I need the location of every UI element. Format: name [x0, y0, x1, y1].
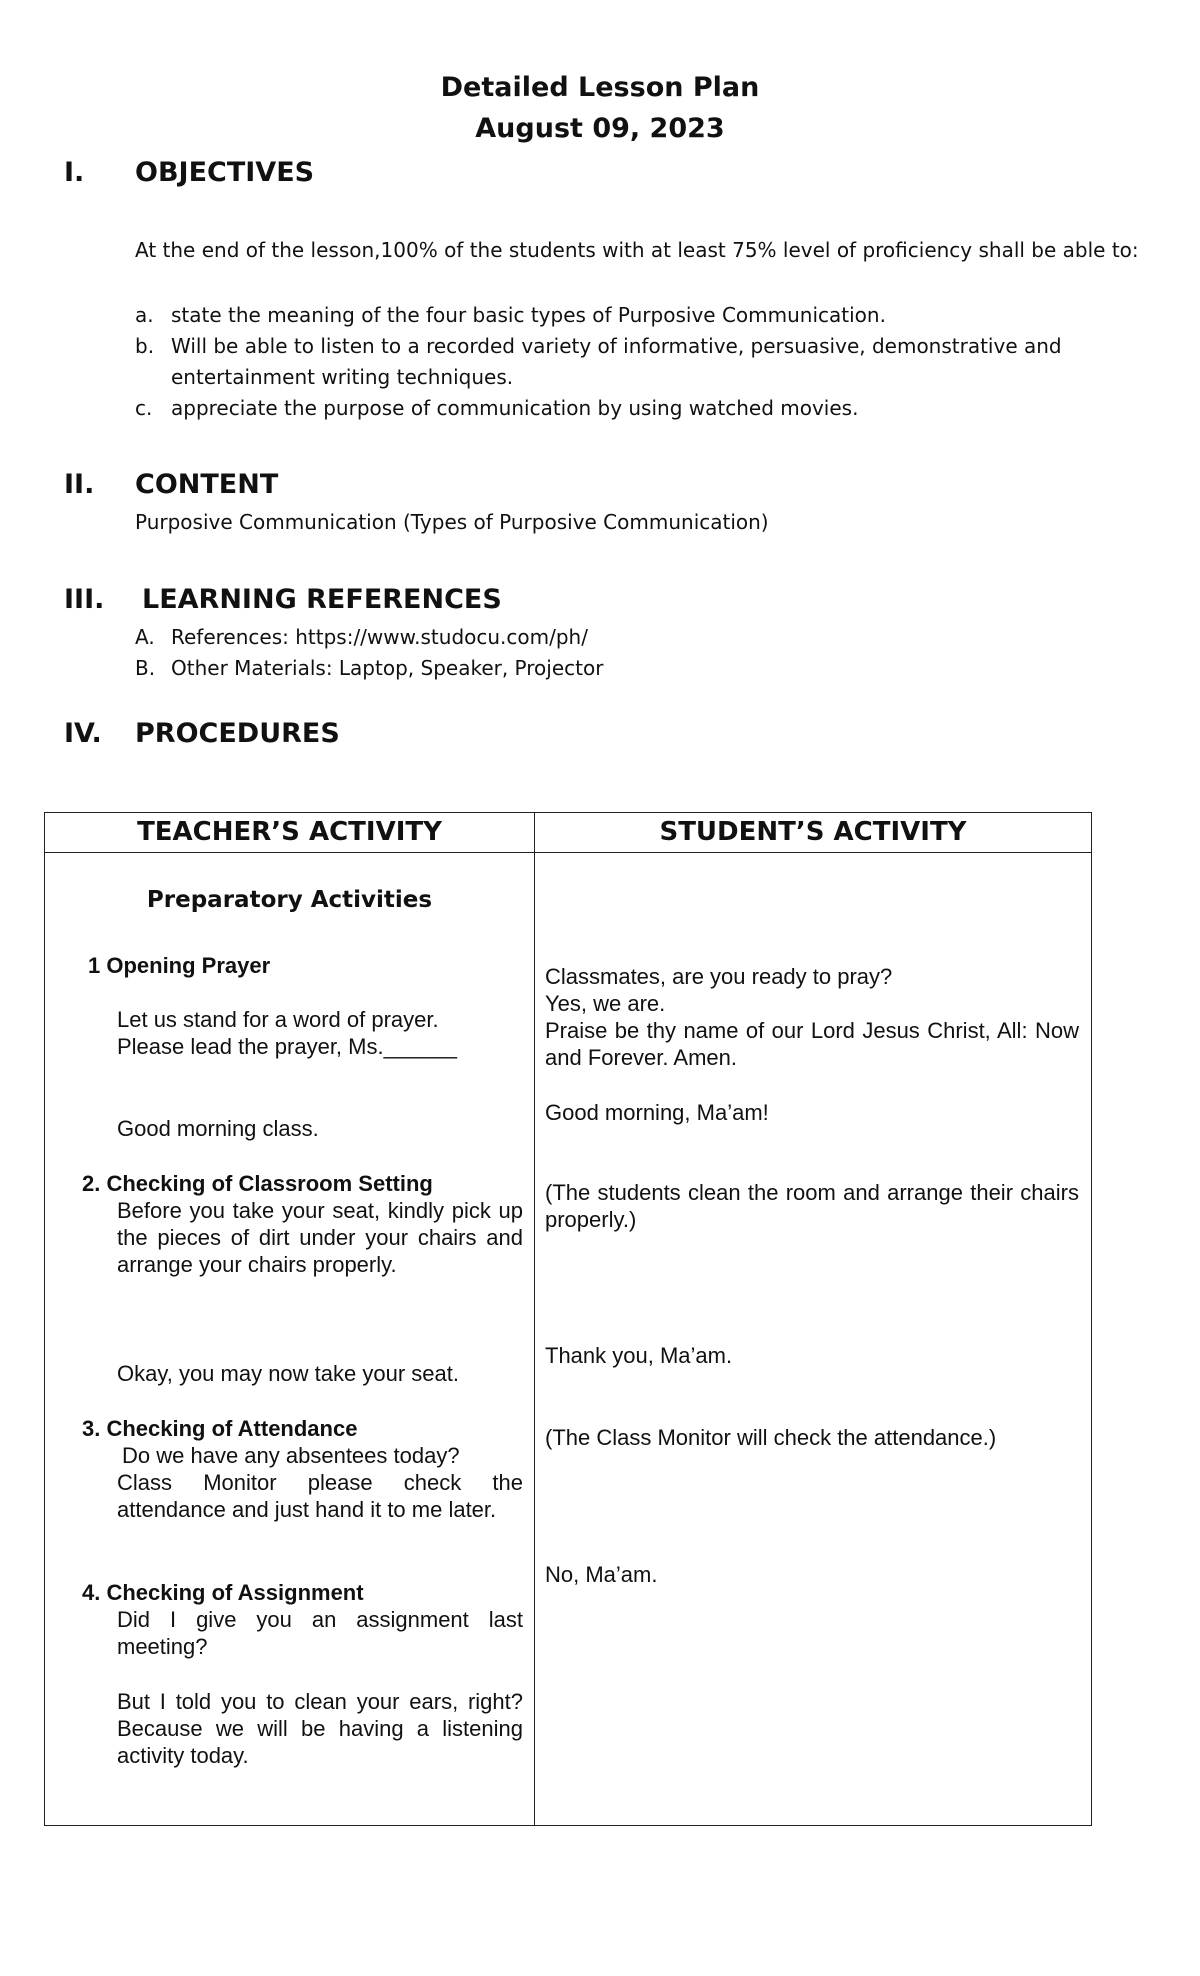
- section-numeral-procedures: IV.: [64, 718, 102, 749]
- attendance-title: 3. Checking of Attendance: [82, 1416, 358, 1441]
- header-divider: [45, 852, 1091, 853]
- section-numeral-content: II.: [64, 469, 95, 500]
- assignment-text: Did I give you an assignment last meeting?: [117, 1607, 523, 1659]
- column-divider: [534, 813, 535, 1825]
- assignment-title: 4. Checking of Assignment: [82, 1580, 364, 1605]
- student-clean-text: (The students clean the room and arrange their chairs properly.): [545, 1180, 1079, 1232]
- document-title: Detailed Lesson Plan: [440, 72, 760, 103]
- section-numeral-references: III.: [64, 584, 105, 615]
- section-heading-content: CONTENT: [135, 469, 279, 500]
- section-heading-procedures: PROCEDURES: [135, 718, 340, 749]
- opening-prayer-title: 1 Opening Prayer: [88, 953, 271, 978]
- teacher-activity-header: TEACHER’S ACTIVITY: [137, 817, 442, 847]
- attendance-question: Do we have any absentees today?: [122, 1443, 460, 1468]
- objectives-intro: At the end of the lesson,100% of the students with at least 75% level of proficiency shall be able to:: [135, 238, 1139, 262]
- document-date: August 09, 2023: [475, 113, 725, 144]
- list-item: a. state the meaning of the four basic types of Purposive Communication.: [135, 303, 886, 327]
- student-prayer-yes: Yes, we are.: [545, 991, 666, 1016]
- section-heading-objectives: OBJECTIVES: [135, 157, 315, 188]
- procedures-table: [44, 812, 1092, 1826]
- list-item: b. Will be able to listen to a recorded variety of informative, persuasive, demonstrative and entertainment writing techniques.: [135, 334, 1062, 389]
- student-no-text: No, Ma’am.: [545, 1562, 658, 1587]
- student-greeting: Good morning, Ma’am!: [545, 1100, 769, 1125]
- teacher-greeting: Good morning class.: [117, 1116, 319, 1141]
- preparatory-activities-title: Preparatory Activities: [146, 887, 433, 913]
- student-prayer-ask: Classmates, are you ready to pray?: [545, 964, 893, 989]
- student-thanks: Thank you, Ma’am.: [545, 1343, 733, 1368]
- list-item: B. Other Materials: Laptop, Speaker, Projector: [135, 656, 604, 680]
- section-heading-references: LEARNING REFERENCES: [142, 584, 502, 615]
- student-activity-header: STUDENT’S ACTIVITY: [659, 817, 967, 847]
- attendance-text: Class Monitor please check the attendance and just hand it to me later.: [117, 1470, 523, 1522]
- list-item: A. References: https://www.studocu.com/ph/: [135, 625, 588, 649]
- list-item: c. appreciate the purpose of communication by using watched movies.: [135, 396, 859, 420]
- classroom-setting-title: 2. Checking of Classroom Setting: [82, 1171, 433, 1196]
- listening-activity-text: But I told you to clean your ears, right? Because we will be having a listening activity today.: [117, 1689, 523, 1768]
- section-numeral-objectives: I.: [64, 157, 85, 188]
- references-list: [135, 622, 1135, 684]
- take-seat-text: Okay, you may now take your seat.: [117, 1361, 459, 1386]
- classroom-setting-text: Before you take your seat, kindly pick up the pieces of dirt under your chairs and arrange your chairs properly.: [117, 1198, 523, 1277]
- teacher-prayer-line-2: Please lead the prayer, Ms.______: [117, 1034, 458, 1059]
- student-prayer-text: Praise be thy name of our Lord Jesus Christ, All: Now and Forever. Amen.: [545, 1018, 1079, 1070]
- teacher-prayer-line-1: Let us stand for a word of prayer.: [117, 1007, 439, 1032]
- content-text: Purposive Communication (Types of Purposive Communication): [135, 510, 769, 534]
- objectives-list: [135, 300, 1175, 424]
- student-attendance-text: (The Class Monitor will check the attendance.): [545, 1425, 997, 1450]
